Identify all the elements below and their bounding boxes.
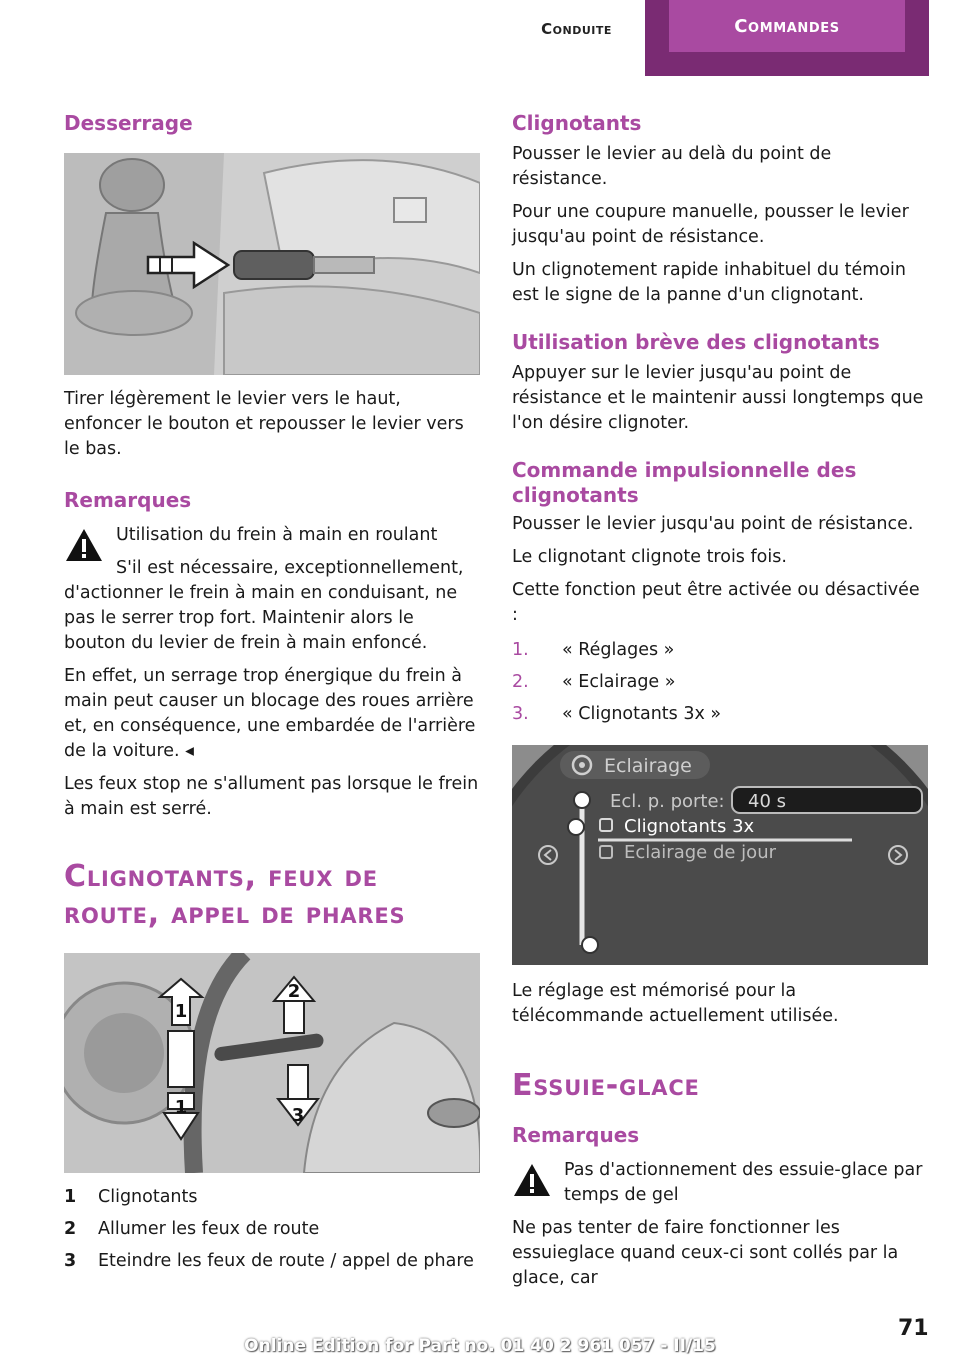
screen-row2-label: Clignotants 3x xyxy=(624,816,755,837)
legend-number: 3 xyxy=(64,1251,77,1271)
figure-label-3: 3 xyxy=(291,1105,305,1126)
impuls-paragraph-3: Cette fonction peut être activée ou désactivée : xyxy=(512,580,920,625)
step-number: 2. xyxy=(512,672,529,692)
screen-row3-label: Eclairage de jour xyxy=(624,842,776,863)
settings-steps xyxy=(512,638,928,727)
warning-first-line: S'il est nécessaire, exceptionnellement, xyxy=(116,558,464,578)
handbrake-photo xyxy=(64,153,480,375)
impuls-paragraph-1: Pousser le levier jusqu'au point de résistance. xyxy=(512,514,914,534)
clign-paragraph-2: Pour une coupure manuelle, pousser le levier jusqu'au point de résistance. xyxy=(512,202,909,247)
figure-label-1-bottom: 1 xyxy=(174,1097,188,1118)
legend-text: Clignotants xyxy=(98,1187,198,1207)
legend-number: 2 xyxy=(64,1219,77,1239)
display-illustration xyxy=(512,745,928,965)
breve-heading: Utilisation brève des clignotants xyxy=(512,330,880,354)
tab-commandes-label: Commandes xyxy=(669,0,905,52)
legend-text: Allumer les feux de route xyxy=(98,1219,320,1239)
clign-paragraph-1: Pousser le levier au delà du point de résistance. xyxy=(512,144,832,189)
figure-label-1-top: 1 xyxy=(174,1001,188,1022)
screen-row1-value: 40 s xyxy=(748,791,787,812)
screen-menu-title: Eclairage xyxy=(604,755,692,777)
remarques2-heading: Remarques xyxy=(512,1123,640,1147)
memo-paragraph: Le réglage est mémorisé pour la télécommande actuellement utilisée. xyxy=(512,981,839,1026)
warning2-block xyxy=(512,1158,928,1208)
warning-body: d'actionner le frein à main en conduisant, ne pas le serrer trop fort. Maintenir alors le bouton du levier de frein à main enfoncé. xyxy=(64,583,458,653)
tab-conduite: Conduite xyxy=(541,20,612,38)
left-column xyxy=(64,100,480,1274)
desserrage-text: Tirer légèrement le levier vers le haut, enfoncer le bouton et repousser le levier vers le bas. xyxy=(64,389,464,459)
warning-triangle-icon xyxy=(64,527,104,563)
impuls-paragraph-2: Le clignotant clignote trois fois. xyxy=(512,547,787,567)
step-text: « Réglages » xyxy=(562,640,675,660)
step-text: « Eclairage » xyxy=(562,672,676,692)
clignotants-heading: Clignotants xyxy=(512,111,642,135)
warning-block xyxy=(64,523,480,581)
steering-lever-illustration xyxy=(64,953,480,1173)
footer-edition: Online Edition for Part no. 01 40 2 961 057 - II/15 xyxy=(244,1336,716,1356)
desserrage-heading: Desserrage xyxy=(64,111,193,135)
screen-row1-label: Ecl. p. porte: xyxy=(610,791,725,812)
warning2-title: Pas d'actionnement des essuie-glace par temps de gel xyxy=(564,1160,923,1205)
remarques-heading: Remarques xyxy=(64,488,192,512)
warning2-body: Ne pas tenter de faire fonctionner les essuieglace quand ceux-ci sont collés par la glace, car xyxy=(512,1218,899,1288)
warning-triangle-icon xyxy=(512,1162,552,1198)
breve-paragraph: Appuyer sur le levier jusqu'au point de résistance et le maintenir aussi longtemps que l'on désire clignoter. xyxy=(512,363,924,433)
figure-label-2: 2 xyxy=(287,981,301,1002)
figure-legend xyxy=(64,1185,480,1274)
warning-title: Utilisation du frein à main en roulant xyxy=(116,525,438,545)
clign-paragraph-3: Un clignotement rapide inhabituel du témoin est le signe de la panne d'un clignotant. xyxy=(512,260,906,305)
right-column xyxy=(512,100,928,1299)
handbrake-illustration xyxy=(64,153,480,375)
section-title-essuie-glace: Essuie-glace xyxy=(512,1068,700,1103)
step-number: 3. xyxy=(512,704,529,724)
step-number: 1. xyxy=(512,640,529,660)
page-number: 71 xyxy=(898,1316,929,1341)
brake-lights-paragraph: Les feux stop ne s'allument pas lorsque le frein à main est serré. xyxy=(64,774,479,819)
section-title-clignotants: Clignotants, feux de route, appel de phares xyxy=(64,859,406,931)
steering-lever-photo xyxy=(64,953,480,1173)
handbrake-paragraph: En effet, un serrage trop énergique du frein à main peut causer un blocage des roues arrière et, en conséquence, une embardée de l'arrière de la voiture. ◂ xyxy=(64,666,476,761)
tab-commandes xyxy=(645,0,929,76)
impulsionnelle-heading: Commande impulsionnelle des clignotants xyxy=(512,458,857,507)
legend-text: Eteindre les feux de route / appel de phare xyxy=(98,1251,474,1271)
legend-number: 1 xyxy=(64,1187,77,1207)
display-screenshot xyxy=(512,745,928,965)
step-text: « Clignotants 3x » xyxy=(562,704,722,724)
